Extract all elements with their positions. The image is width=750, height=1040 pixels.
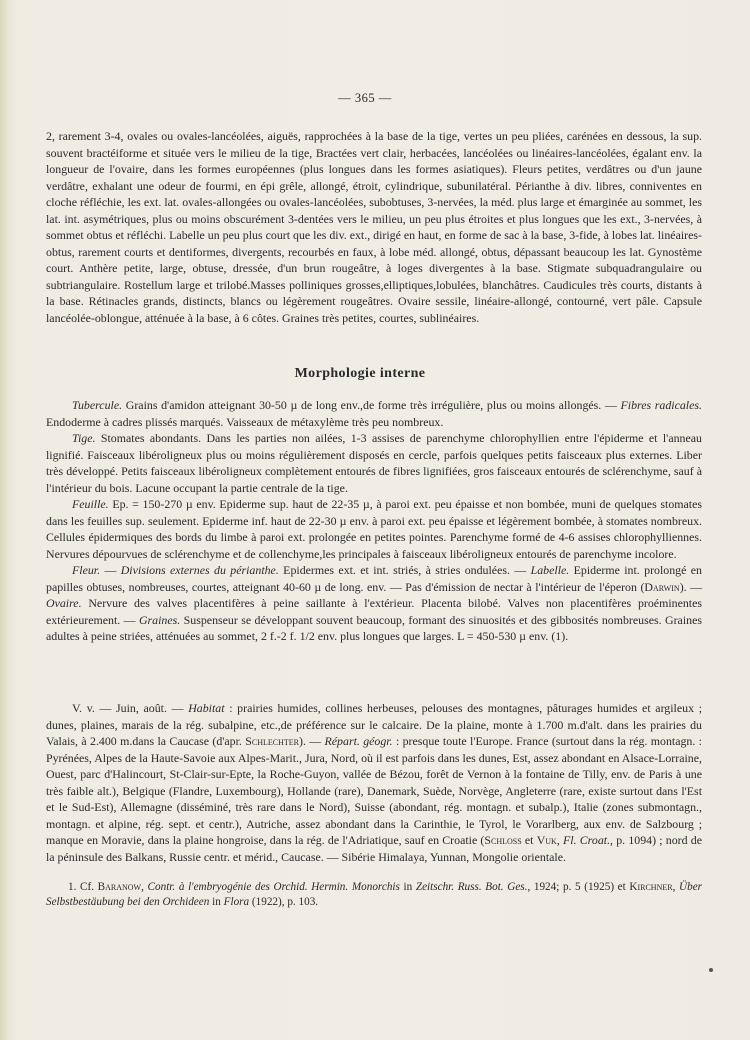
fleur-dash: — bbox=[100, 563, 121, 577]
habitat-end: , p. 1094) ; nord de la péninsule des Balkans, Russie centr. et mérid., Caucase. — Sibérie Himalaya, Yunnan, Mongolie orientale. bbox=[46, 833, 702, 864]
text-feuille: Ep. = 150-270 µ env. Epiderme sup. haut de 22-35 µ, à paroi ext. peu épaisse et non bombée, muni de quelques stomates dans les feuilles sup. seulement. Epiderme inf. haut de 22-30 µ env. à paroi ext. peu épaisse et légèrement bombée, à stomates nombreux. Cellules épidermiques des bords du limbe à paroi ext. prolongée en petites pointes. Parenchyme formé de 4-6 assises chlorophylliennes. Nervures dépourvues de sclérenchyme et de collenchyme,les principales à faisceaux libéroligneux entourés de parenchyme incolore. bbox=[46, 497, 702, 561]
label-fibres-radicales: Fibres radicales. bbox=[620, 398, 702, 412]
description-intro: 2, rarement 3-4, ovales ou ovales-lancéolées, aiguës, rapprochées à la base de la tige, vertes un peu pliées, carénées en dessous, la sup. souvent bractéiforme et située vers le milieu de la tige, Bractées vert clair, herbacées, lancéolées ou linéaires-lancéolées, égalant env. la longueur de l'ovaire, dans les formes européennes (plus longues dans les formes asiatiques). Fleurs petites, verdâtres ou d'un jaune verdâtre, exhalant une odeur de fourmi, en épi grêle, allongé, étroit, cylindrique, subunilatéral. Périanthe à div. libres, conniventes en cloche réfléchie, les ext. lat. ovales-allongées ou ovales-lancéolées, subobtuses, 3-nervées, la méd. plus large et émarginée au sommet, les lat. int. asymétriques, plus ou moins obscurément 3-dentées vers le milieu, un peu plus étroites et plus longues que les ext., 3-nervées, à sommet obtus et réfléchi. Labelle un peu plus court que les div. ext., dirigé en haut, en forme de sac à la base, 3-fide, à lobes lat. linéaires-obtus, rarement courts et dentiformes, divergents, recourbés en faux, à lobe méd. allongé, obtus, dépassant beaucoup les lat. Gynostème court. Anthère petite, large, obtuse, dressée, d'un brun rougeâtre, à loges divergentes à la base. Stigmate subquadrangulaire ou subtriangulaire. Rostellum large et trilobé.Masses polliniques grosses,elliptiques,lobulées, blanchâtres. Caudicules très courts, distants à la base. Rétinacles grands, distincts, blancs ou légèrement rougeâtres. Ovaire sessile, linéaire-allongé, contourné, vert pâle. Capsule lancéolée-oblongue, atténuée à la base, à 6 côtes. Graines très petites, courtes, sublinéaires. bbox=[46, 129, 702, 325]
footnote bbox=[46, 880, 702, 910]
footnote-in1: in bbox=[399, 881, 416, 893]
label-tige: Tige. bbox=[72, 431, 96, 445]
text-repartition: : presque toute l'Europe. France (surtout dans la rég. montagn. : Pyrénées, Alpes de la Haute-Savoie aux Alpes-Marit., Jura, Nord, où il est parfois dans les dunes, Est, assez abondant en Alsace-Lorraine, Ouest, parc d'Halincourt, St-Clair-sur-Epte, la Roche-Guyon, vallée de Bézou, forêt de Vernon à la fontaine de Tilly, env. de Paris à une très faible alt.), Belgique (Flandre, Luxembourg), Hollande (rare), Danemark, Suède, Norvège, Angleterre (rare, existe surtout dans l'Est et le Sud-Est), Allemagne (disséminé, très rare dans le Nord), Suisse (abondant, rég. montagn. et subalp.), Italie (zones submontagn., montagn. et alpine, rég. sept. et centr.), Autriche, assez abondant dans la Carinthie, le Tyrol, le Vorarlberg, aux env. de Salzbourg ; manque en Moravie, dans la plaine hongroise, dans la rég. de l'Adriatique, sauf en Croatie ( bbox=[46, 734, 702, 847]
footnote-paragraph bbox=[46, 880, 702, 910]
author-baranow: Baranow bbox=[97, 881, 142, 893]
footnote-num: 1. Cf. bbox=[68, 881, 98, 893]
author-schlechter: Schlechter bbox=[245, 734, 299, 748]
description-paragraph bbox=[46, 128, 702, 326]
label-fleur: Fleur. bbox=[72, 563, 101, 577]
page-speck bbox=[709, 968, 713, 972]
paragraph-tige bbox=[46, 430, 702, 496]
paragraph-feuille bbox=[46, 496, 702, 562]
label-tubercule: Tubercule. bbox=[72, 398, 123, 412]
paragraph-fleur bbox=[46, 562, 702, 645]
ref-contr: Contr. à l'embryogénie des Orchid. Hermin. Monorchis bbox=[147, 881, 400, 893]
text-ovaire: Nervure des valves placentifères à peine saillante à l'extérieur. Placenta bilobé. Valves non placentifères proéminentes extérieurement. — bbox=[46, 596, 702, 627]
label-repartition: Répart. géogr. bbox=[324, 734, 393, 748]
after-darwin: ). — bbox=[679, 579, 703, 594]
label-habitat: Habitat bbox=[188, 701, 225, 715]
page-number: — 365 — bbox=[338, 91, 392, 105]
label-graines: Graines. bbox=[138, 612, 181, 627]
habitat-comma: , bbox=[556, 833, 564, 847]
author-kirchner: Kirchner bbox=[629, 881, 673, 893]
footnote-end: (1922), p. 103. bbox=[249, 896, 319, 908]
paragraph-habitat bbox=[46, 700, 702, 865]
habitat-section bbox=[46, 700, 702, 865]
ref-uber: Über Selbstbestäubung bei den Orchideen bbox=[46, 881, 703, 908]
footnote-comma1: , bbox=[141, 881, 148, 893]
text-labelle: Epiderme int. prolongé en papilles obtuses, nombreuses, courtes, atteignant 40-60 µ de long. env. — Pas d'émission de nectar à l'intérieur de l'éperon ( bbox=[46, 563, 702, 594]
habitat-and: et bbox=[521, 833, 537, 847]
label-feuille: Feuille. bbox=[72, 497, 109, 511]
footnote-comma2: , bbox=[672, 881, 680, 893]
ref-flora: Flora bbox=[223, 896, 250, 908]
ref-fl-croat: Fl. Croat. bbox=[563, 833, 611, 847]
paragraph-tubercule bbox=[46, 397, 702, 430]
footnote-mid: , 1924; p. 5 (1925) et bbox=[527, 881, 630, 893]
after-schlechter: ). — bbox=[298, 734, 325, 748]
author-darwin: Darwin bbox=[644, 579, 680, 594]
label-labelle: Labelle. bbox=[530, 563, 570, 577]
author-vuk: Vuk bbox=[536, 833, 557, 847]
ref-zeitschr: Zeitschr. Russ. Bot. Ges. bbox=[415, 881, 528, 893]
morphology-section bbox=[46, 397, 702, 645]
author-schloss: Schloss bbox=[484, 833, 522, 847]
text-fibres-radicales: Endoderme à cadres plissés marqués. Vaisseaux de métaxylème très peu nombreux. bbox=[46, 414, 444, 429]
text-graines: Suspenseur se développant souvent beaucoup, formant des sinuosités et des gibbosités nombreuses. Graines adultes à peine striées, atténuées au sommet, 2 f.-2 f. 1/2 env. plus longues que larges. L = 450-530 µ env. (1). bbox=[46, 612, 702, 643]
label-ovaire: Ovaire. bbox=[46, 596, 82, 610]
label-divisions: Divisions externes du périanthe. bbox=[120, 563, 279, 577]
text-divisions: Epidermes ext. et int. striés, à stries ondulées. — bbox=[278, 563, 531, 577]
text-habitat: : prairies humides, collines herbeuses, pelouses des montagnes, pâturages humides et argileux ; dunes, plaines, marais de la rég. subalpine, etc.,de préférence sur le calcaire. De la plaine, monte à 1.700 m.d'alt. dans les prairies du Valais, à 2.400 m.dans la Caucase (d'apr. bbox=[46, 701, 703, 748]
footnote-in2: in bbox=[209, 896, 224, 908]
section-title: Morphologie interne bbox=[294, 366, 426, 381]
text-tubercule: Grains d'amidon atteignant 30-50 µ de long env.,de forme très irrégulière, plus ou moins allongés. — bbox=[122, 398, 621, 412]
text-tige: Stomates abondants. Dans les parties non ailées, 1-3 assises de parenchyme chlorophyllien entre l'épiderme et l'anneau lignifié. Faisceaux libéroligneux plus ou moins régulièrement disposés en cercle, parfois quelques petits faisceaux plus externes. Liber très développé. Petits faisceaux libéroligneux complètement entourés de fibres lignifiées, gros faisceaux entourés de sclérenchyme, sauf à l'intérieur du bois. Lacune occupant la partie centrale de la tige. bbox=[46, 431, 702, 495]
habitat-start: V. v. — Juin, août. — bbox=[72, 701, 189, 715]
